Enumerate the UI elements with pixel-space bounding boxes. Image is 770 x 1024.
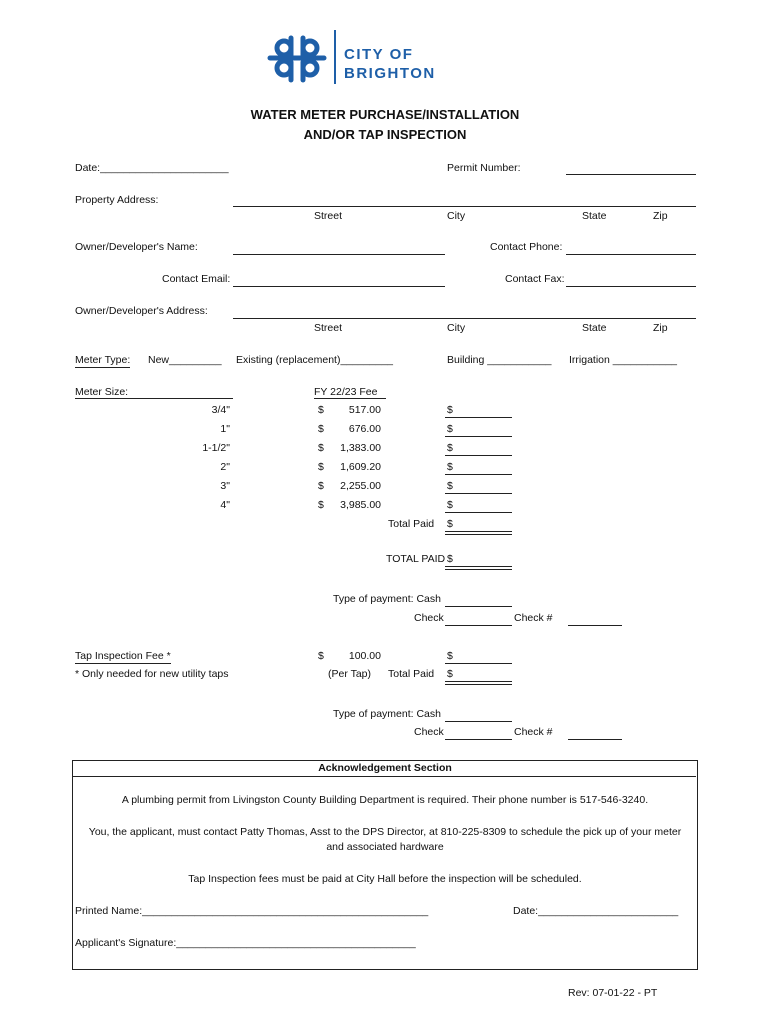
amount-entry-underline (445, 474, 512, 475)
tap-total-paid-label: Total Paid (388, 668, 435, 680)
city-logo-mark-icon (266, 28, 332, 86)
fee-currency: $ (318, 442, 324, 454)
printed-name-field[interactable]: Printed Name:_________________________________________________ (75, 905, 429, 917)
fee-value: 517.00 (348, 404, 381, 416)
permit-number-label: Permit Number: (447, 162, 521, 174)
acknowledgement-tap-fee-note: Tap Inspection fees must be paid at City Hall before the inspection will be scheduled. (188, 873, 582, 885)
applicant-signature-field[interactable]: Applicant's Signature:_________________________________________ (75, 937, 416, 949)
tap-amount-field[interactable]: $ (447, 650, 453, 662)
meter-type-building[interactable]: Building ___________ (447, 354, 552, 366)
date-label: Date:______________________ (75, 162, 229, 174)
tap-inspection-label: Tap Inspection Fee * (75, 650, 171, 662)
amount-entry-field[interactable]: $ (447, 404, 453, 416)
owner-city-caption: City (447, 322, 466, 334)
amount-entry-field[interactable]: $ (447, 423, 453, 435)
owner-street-caption: Street (314, 322, 343, 334)
acknowledgement-plumbing-permit: A plumbing permit from Livingston County Building Department is required. Their phone number is 517-546-3240. (121, 794, 649, 806)
contact-fax-field[interactable] (566, 286, 696, 287)
meter-size-value: 3" (220, 480, 230, 492)
amount-entry-underline (445, 455, 512, 456)
tap-per-tap: (Per Tap) (328, 668, 371, 680)
payment-type-label: Type of payment: Cash (333, 593, 441, 605)
fee-value: 676.00 (348, 423, 381, 435)
check-number-field-2[interactable] (568, 739, 622, 740)
payment-check-label: Check (414, 612, 444, 624)
contact-phone-label: Contact Phone: (490, 241, 563, 253)
meter-type-label: Meter Type: (75, 354, 131, 366)
owner-state-caption: State (582, 322, 607, 334)
meter-size-value: 4" (220, 499, 230, 511)
check-number-label-2: Check # (514, 726, 553, 738)
payment-check-label-2: Check (414, 726, 444, 738)
payment-check-field[interactable] (445, 625, 512, 626)
tap-inspection-note: * Only needed for new utility taps (75, 668, 229, 680)
tap-amount-underline (445, 663, 512, 664)
contact-fax-label: Contact Fax: (505, 273, 565, 285)
tap-fee-currency: $ (318, 650, 324, 662)
owner-address-field[interactable] (233, 318, 696, 319)
amount-entry-underline (445, 493, 512, 494)
total-paid-field[interactable]: $ (447, 518, 453, 530)
meter-size-label: Meter Size: (75, 386, 129, 398)
fee-currency: $ (318, 480, 324, 492)
meter-size-value: 2" (220, 461, 230, 473)
owner-address-label: Owner/Developer's Address: (75, 305, 208, 317)
acknowledgement-contact-line-2: and associated hardware (326, 841, 444, 853)
logo-divider (334, 30, 336, 84)
fee-currency: $ (318, 461, 324, 473)
payment-cash-field[interactable] (445, 606, 512, 607)
property-zip-caption: Zip (653, 210, 668, 222)
form-title-line-1: WATER METER PURCHASE/INSTALLATION (250, 107, 520, 122)
payment-type-label-2: Type of payment: Cash (333, 708, 441, 720)
meter-size-value: 1-1/2" (202, 442, 230, 454)
contact-phone-field[interactable] (566, 254, 696, 255)
amount-entry-underline (445, 417, 512, 418)
amount-entry-underline (445, 436, 512, 437)
permit-number-field[interactable] (566, 174, 696, 175)
fee-header-underline (314, 398, 386, 399)
logo-line-1: CITY OF (344, 46, 414, 63)
amount-entry-field[interactable]: $ (447, 480, 453, 492)
property-address-field[interactable] (233, 206, 696, 207)
fee-value: 1,609.20 (340, 461, 381, 473)
fee-currency: $ (318, 423, 324, 435)
amount-entry-underline (445, 512, 512, 513)
check-number-label: Check # (514, 612, 553, 624)
fee-header: FY 22/23 Fee (314, 386, 378, 398)
total-paid-label: Total Paid (388, 518, 435, 530)
property-city-caption: City (447, 210, 466, 222)
grand-total-label: TOTAL PAID (386, 553, 446, 565)
acknowledgement-contact-line-1: You, the applicant, must contact Patty Thomas, Asst to the DPS Director, at 810-225-8309 to schedule the pick up of your meter (88, 826, 682, 838)
payment-check-field-2[interactable] (445, 739, 512, 740)
grand-total-underline (445, 566, 512, 570)
property-address-label: Property Address: (75, 194, 159, 206)
city-logo (266, 28, 466, 88)
property-state-caption: State (582, 210, 607, 222)
fee-value: 3,985.00 (340, 499, 381, 511)
amount-entry-field[interactable]: $ (447, 442, 453, 454)
meter-type-new[interactable]: New_________ (148, 354, 222, 366)
fee-value: 2,255.00 (340, 480, 381, 492)
check-number-field[interactable] (568, 625, 622, 626)
meter-size-value: 1" (220, 423, 230, 435)
ack-date-field[interactable]: Date:________________________ (513, 905, 679, 917)
meter-type-existing[interactable]: Existing (replacement)_________ (236, 354, 394, 366)
fee-currency: $ (318, 404, 324, 416)
fee-value: 1,383.00 (340, 442, 381, 454)
meter-size-value: 3/4" (211, 404, 230, 416)
form-title-line-2: AND/OR TAP INSPECTION (303, 127, 467, 142)
grand-total-field[interactable]: $ (447, 553, 453, 565)
tap-total-paid-field[interactable]: $ (447, 668, 453, 680)
contact-email-field[interactable] (233, 286, 445, 287)
meter-size-label-underline (75, 398, 233, 399)
logo-line-2: BRIGHTON (344, 65, 436, 82)
total-paid-underline (445, 531, 512, 535)
acknowledgement-heading: Acknowledgement Section (318, 762, 452, 774)
amount-entry-field[interactable]: $ (447, 499, 453, 511)
property-street-caption: Street (314, 210, 343, 222)
owner-name-label: Owner/Developer's Name: (75, 241, 198, 253)
fee-currency: $ (318, 499, 324, 511)
revision-label: Rev: 07-01-22 - PT (568, 987, 658, 999)
tap-total-paid-underline (445, 681, 512, 685)
contact-email-label: Contact Email: (162, 273, 231, 285)
amount-entry-field[interactable]: $ (447, 461, 453, 473)
meter-type-irrigation[interactable]: Irrigation ___________ (569, 354, 678, 366)
tap-fee-value: 100.00 (348, 650, 381, 662)
payment-cash-field-2[interactable] (445, 721, 512, 722)
owner-name-field[interactable] (233, 254, 445, 255)
owner-zip-caption: Zip (653, 322, 668, 334)
